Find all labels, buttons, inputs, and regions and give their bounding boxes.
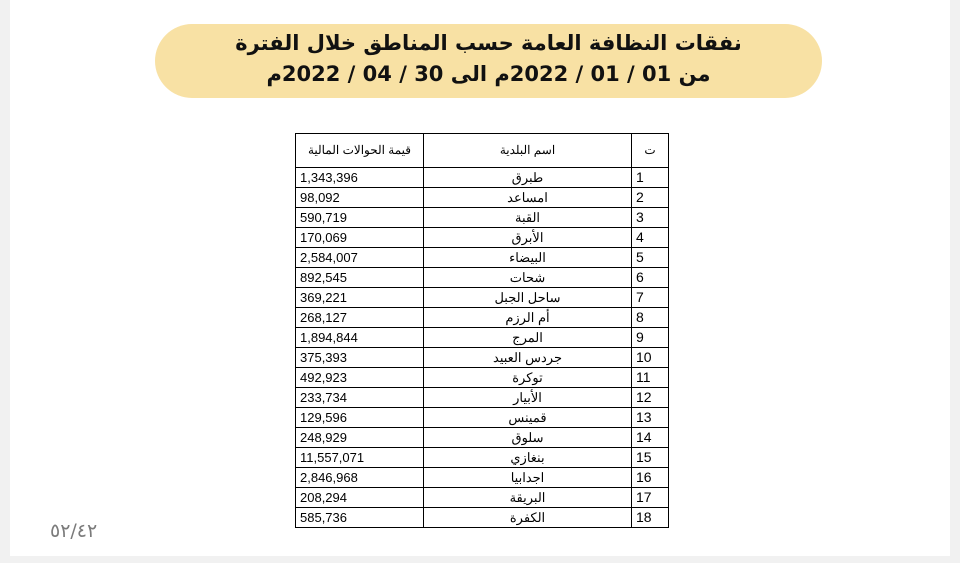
table-row [296, 188, 669, 208]
row-number: 8 [632, 308, 669, 328]
row-value: 892,545 [296, 268, 424, 288]
header-number: ت [632, 134, 669, 168]
table-row [296, 428, 669, 448]
row-municipality: المرج [424, 328, 632, 348]
row-municipality: شحات [424, 268, 632, 288]
row-value: 129,596 [296, 408, 424, 428]
table-row [296, 508, 669, 528]
row-value: 1,343,396 [296, 168, 424, 188]
row-municipality: طبرق [424, 168, 632, 188]
row-value: 1,894,844 [296, 328, 424, 348]
row-number: 6 [632, 268, 669, 288]
row-municipality: البيضاء [424, 248, 632, 268]
row-municipality: اجدابيا [424, 468, 632, 488]
slide [10, 0, 950, 556]
row-number: 15 [632, 448, 669, 468]
row-value: 369,221 [296, 288, 424, 308]
title-line-1: نفقات النظافة العامة حسب المناطق خلال الفترة [235, 31, 742, 55]
table-row [296, 488, 669, 508]
row-value: 98,092 [296, 188, 424, 208]
row-number: 16 [632, 468, 669, 488]
table-row [296, 168, 669, 188]
table-row [296, 208, 669, 228]
row-municipality: الأبرق [424, 228, 632, 248]
row-municipality: البريقة [424, 488, 632, 508]
table-row [296, 388, 669, 408]
row-municipality: امساعد [424, 188, 632, 208]
row-number: 4 [632, 228, 669, 248]
row-value: 2,846,968 [296, 468, 424, 488]
row-number: 12 [632, 388, 669, 408]
row-municipality: أم الرزم [424, 308, 632, 328]
row-municipality: بنغازي [424, 448, 632, 468]
row-value: 208,294 [296, 488, 424, 508]
row-municipality: القبة [424, 208, 632, 228]
table-row [296, 268, 669, 288]
row-value: 268,127 [296, 308, 424, 328]
row-number: 18 [632, 508, 669, 528]
row-number: 11 [632, 368, 669, 388]
row-value: 492,923 [296, 368, 424, 388]
header-value: قيمة الحوالات المالية [296, 134, 424, 168]
expenses-table [295, 133, 669, 528]
row-number: 9 [632, 328, 669, 348]
row-number: 1 [632, 168, 669, 188]
row-municipality: توكرة [424, 368, 632, 388]
title-line-2: من 01 / 01 / 2022م الى 30 / 04 / 2022م [266, 62, 711, 86]
row-value: 590,719 [296, 208, 424, 228]
table-row [296, 328, 669, 348]
title-banner [155, 24, 822, 98]
row-municipality: الأبيار [424, 388, 632, 408]
page-number: ٥٢/٤٢ [50, 520, 98, 542]
row-number: 5 [632, 248, 669, 268]
table-header-row [296, 134, 669, 168]
row-number: 3 [632, 208, 669, 228]
row-number: 14 [632, 428, 669, 448]
row-value: 248,929 [296, 428, 424, 448]
table-row [296, 348, 669, 368]
row-number: 2 [632, 188, 669, 208]
table-row [296, 448, 669, 468]
table-row [296, 228, 669, 248]
header-municipality: اسم البلدية [424, 134, 632, 168]
row-municipality: سلوق [424, 428, 632, 448]
row-municipality: جردس العبيد [424, 348, 632, 368]
table-row [296, 368, 669, 388]
table-row [296, 468, 669, 488]
row-value: 2,584,007 [296, 248, 424, 268]
table-row [296, 288, 669, 308]
row-number: 17 [632, 488, 669, 508]
row-number: 7 [632, 288, 669, 308]
table-row [296, 408, 669, 428]
row-municipality: الكفرة [424, 508, 632, 528]
row-value: 11,557,071 [296, 448, 424, 468]
row-municipality: ساحل الجبل [424, 288, 632, 308]
row-number: 10 [632, 348, 669, 368]
row-value: 375,393 [296, 348, 424, 368]
row-value: 233,734 [296, 388, 424, 408]
row-number: 13 [632, 408, 669, 428]
table-row [296, 308, 669, 328]
row-value: 585,736 [296, 508, 424, 528]
table-row [296, 248, 669, 268]
row-municipality: قمينس [424, 408, 632, 428]
row-value: 170,069 [296, 228, 424, 248]
